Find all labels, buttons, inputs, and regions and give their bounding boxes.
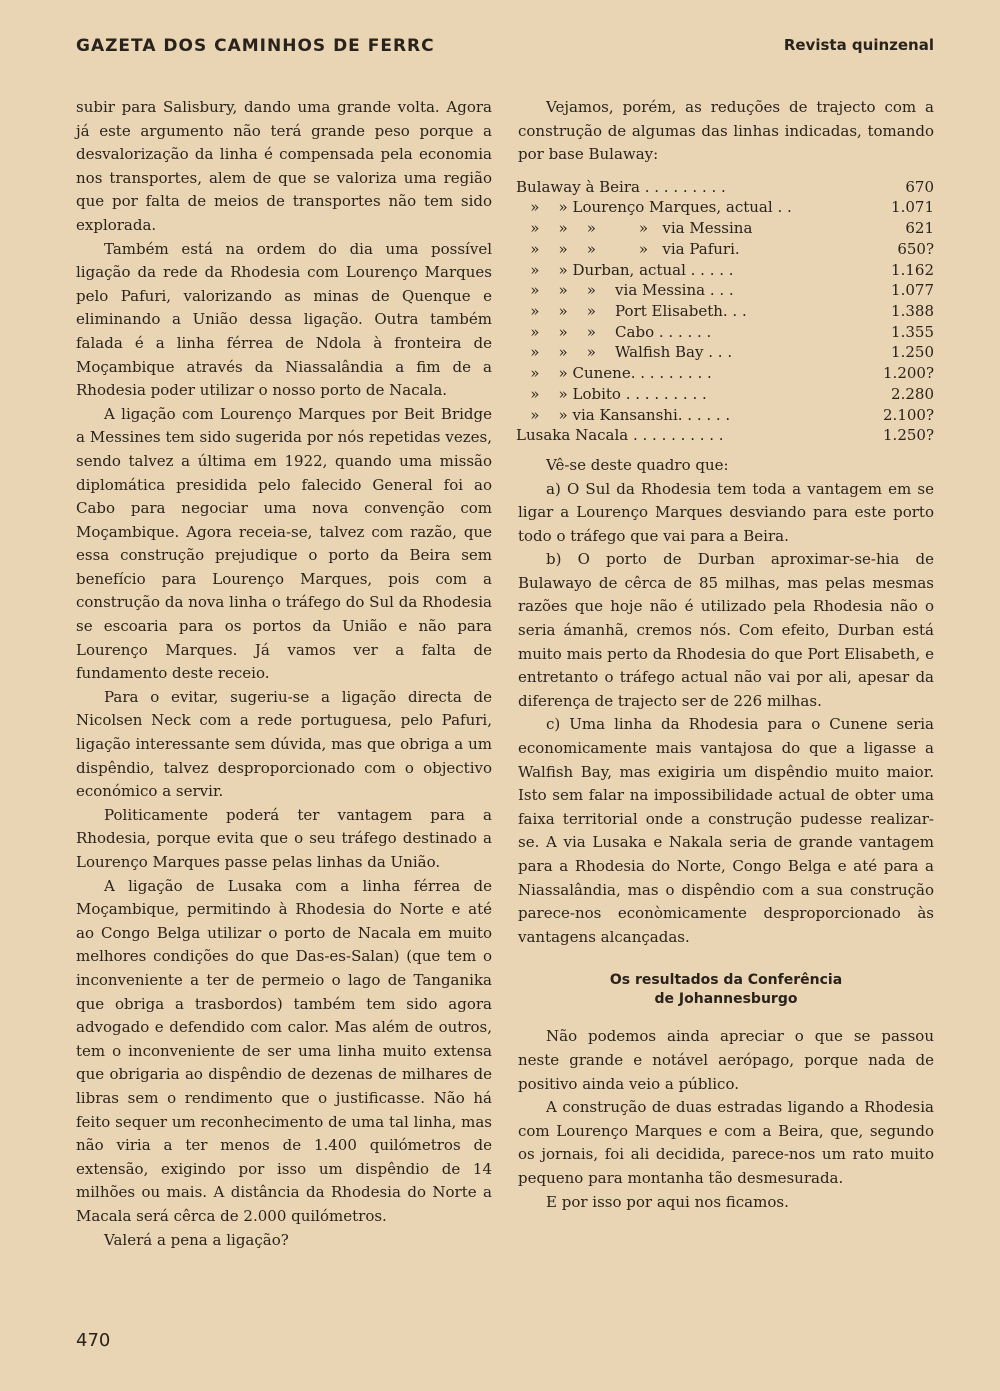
right-column [518,96,934,1214]
paragraph: c) Uma linha da Rhodesia para o Cunene seria economicamente mais vantajosa do que a ligasse a Walfish Bay, mas exigiria um dispêndio muito maior. Isto sem falar na impossibilidade actual de obter uma faixa territorial onde a construção pudesse realizar-se. A via Lusaka e Nakala seria de grande vantagem para a Rhodesia do Norte, Congo Belga e até para a Niassalândia, mas o dispêndio com a sua construção parece-nos econòmicamente desproporcionado às vantagens alcançadas. [518,715,934,946]
journal-title: GAZETA DOS CAMINHOS DE FERRC [76,36,435,56]
paragraph: Valerá a pena a ligação? [104,1230,289,1249]
route-distance: 621 [905,219,934,238]
route-row [516,384,934,405]
route-label: Lusaka Nacala . . . . . . . . . . [516,426,724,445]
paragraph: A ligação de Lusaka com a linha férrea de Moçambique, permitindo à Rhodesia do Norte e até ao Congo Belga utilizar o porto de Nacala em muito melhores condições do que Das-es-Salan) (que tem o inconveniente a ter de permeio o lago de Tanganika que obriga a trasbordos) também tem sido agora advogado e defendido com calor. Mas além de outros, tem o inconveniente de ser uma linha muito extensa que obrigaria ao dispêndio de dezenas de milhares de libras sem o rendimento que o justificasse. Não há feito sequer um reconhecimento de uma tal linha, mas não viria a ter menos de 1.400 quilómetros de extensão, exigindo por isso um dispêndio de 14 milhões ou mais. A distância da Rhodesia do Norte a Macala será cêrca de 2.000 quilómetros. [76,876,492,1225]
paragraph: Vê-se deste quadro que: [546,455,729,474]
route-label: » » » Cabo . . . . . . [516,322,712,341]
journal-subtitle: Revista quinzenal [783,36,934,54]
route-row [516,218,934,239]
left-column [76,96,492,1252]
paragraph: subir para Salisbury, dando uma grande volta. Agora já este argumento não terá grande peso porque a desvalorização da linha é compensada pela economia nos transportes, alem de que se valoriza uma região que por falta de meios de transportes não tem sido explorada. [76,98,492,234]
route-row [516,280,934,301]
route-distance: 1.077 [891,281,934,300]
route-distance: 1.388 [891,302,934,320]
section-heading-line: de Johannesburgo [654,991,798,1008]
route-distance: 2.100? [883,405,934,424]
route-distance: 1.200? [883,364,934,383]
route-row [516,425,934,446]
route-distance: 1.355 [891,322,934,341]
route-distance: 1.162 [891,260,934,279]
paragraph: A ligação com Lourenço Marques por Beit Bridge a Messines tem sido sugerida por nós repetidas vezes, sendo talvez a última em 1922, quando uma missão diplomática presidida pelo falecido General foi ao Cabo para negociar uma nova convenção com Moçambique. Agora receia-se, talvez com razão, que essa construção prejudique o porto da Beira sem benefício para Lourenço Marques, pois com a construção da nova linha o tráfego do Sul da Rhodesia se escoaria para os portos da União e não para Lourenço Marques. Já vamos ver a falta de fundamento deste receio. [76,404,492,683]
route-row [516,260,934,281]
paragraph: Politicamente poderá ter vantagem para a Rhodesia, porque evita que o seu tráfego destinado a Lourenço Marques passe pelas linhas da União. [76,805,492,871]
paragraph: Vejamos, porém, as reduções de trajecto com a construção de algumas das linhas indicadas, tomando por base Bulaway: [518,98,934,164]
section-heading-line: Os resultados da Conferência [609,972,843,989]
route-label: » » Lobito . . . . . . . . . [516,384,707,403]
route-label: » » Durban, actual . . . . . [516,260,734,279]
route-row [516,197,934,218]
route-distance: 1.250 [891,343,934,362]
section-heading [518,971,934,1009]
route-label: Bulaway à Beira . . . . . . . . . [516,177,726,196]
route-distance: 650? [897,239,934,258]
route-distance: 1.250? [883,426,934,445]
paragraph: Para o evitar, sugeriu-se a ligação directa de Nicolsen Neck com a rede portuguesa, pelo Pafuri, ligação interessante sem dúvida, mas que obriga a um dispêndio, talvez desproporcionado com o objectivo económico a servir. [76,687,492,801]
page-number: 470 [76,1330,111,1351]
route-distance: 670 [905,177,934,196]
route-row [516,239,934,260]
paragraph: A construção de duas estradas ligando a Rhodesia com Lourenço Marques e com a Beira, que, segundo os jornais, foi ali decidida, parece-nos um rato muito pequeno para montanha tão desmesurada. [518,1098,934,1187]
route-label: » » » Port Elisabeth. . . [516,302,747,320]
route-row [516,342,934,363]
route-label: » » » » via Pafuri. [516,239,740,258]
route-row [516,301,934,322]
route-row [516,322,934,343]
paragraph: Não podemos ainda apreciar o que se passou neste grande e notável aerópago, porque nada de positivo ainda veio a público. [518,1027,934,1093]
route-row [516,405,934,426]
paragraph: b) O porto de Durban aproximar-se-hia de Bulawayo de cêrca de 85 milhas, mas pelas mesmas razões que hoje não é utilizado pela Rhodesia não o seria ámanhã, cremos nós. Com efeito, Durban está muito mais perto da Rhodesia do que Port Elisabeth, e entretanto o tráfego actual não vai por ali, apesar da diferença de trajecto ser de 226 milhas. [518,550,934,710]
paragraph: E por isso por aqui nos ficamos. [546,1192,789,1211]
route-distance: 1.071 [891,198,934,217]
route-row [516,177,934,198]
route-distance-table [516,177,934,446]
route-row [516,363,934,384]
route-label: » » Cunene. . . . . . . . . [516,364,712,383]
route-distance: 2.280 [891,384,934,403]
route-label: » » Lourenço Marques, actual . . [516,198,792,217]
route-label: » » » Walfish Bay . . . [516,343,733,362]
paragraph: a) O Sul da Rhodesia tem toda a vantagem em se ligar a Lourenço Marques desviando para este porto todo o tráfego que vai para a Beira. [518,479,934,545]
running-header [0,36,1000,60]
paragraph: Também está na ordem do dia uma possível ligação da rede da Rhodesia com Lourenço Marques pelo Pafuri, valorizando as minas de Quenque e eliminando a União dessa ligação. Outra também falada é a linha férrea de Ndola à fronteira de Moçambique através da Niassalândia a fim de a Rhodesia poder utilizar o nosso porto de Nacala. [76,239,492,400]
route-label: » » » » via Messina [516,219,753,238]
route-label: » » » via Messina . . . [516,281,734,300]
route-label: » » via Kansanshi. . . . . . [516,405,731,424]
